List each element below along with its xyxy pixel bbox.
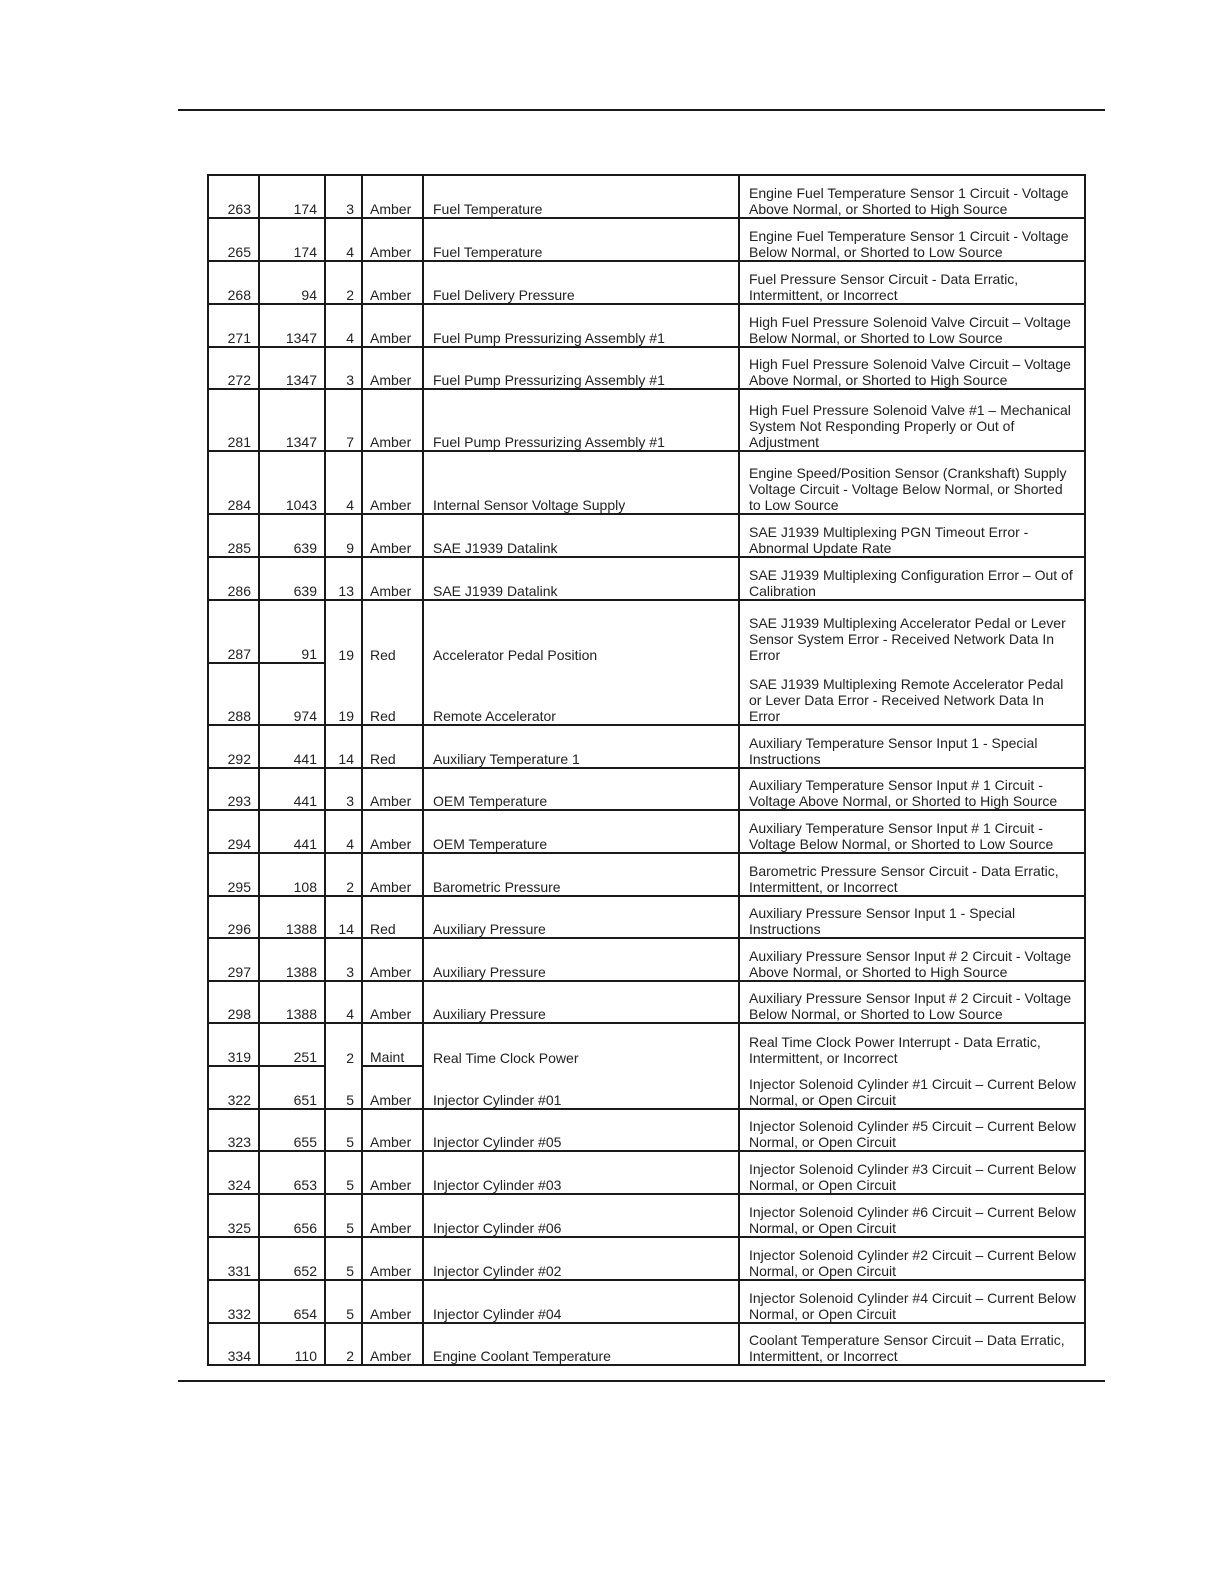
component-name: Fuel Temperature: [423, 218, 739, 261]
lamp-color: Amber: [362, 261, 423, 304]
component-name: Fuel Pump Pressurizing Assembly #1: [423, 347, 739, 389]
spn: 1388: [259, 981, 325, 1023]
component-name: Injector Cylinder #06: [423, 1194, 739, 1237]
fault-description: Auxiliary Temperature Sensor Input # 1 Circuit - Voltage Above Normal, or Shorted to High Source: [739, 768, 1085, 810]
spn: 639: [259, 557, 325, 600]
fmi: 2: [325, 261, 362, 304]
spn: 174: [259, 218, 325, 261]
lamp-color: Amber: [362, 514, 423, 557]
fault-code: 325: [208, 1194, 259, 1237]
component-name: Auxiliary Pressure: [423, 981, 739, 1023]
fault-code: 297: [208, 938, 259, 981]
lamp-color: Red: [362, 663, 423, 725]
spn: 441: [259, 725, 325, 768]
fault-code: 285: [208, 514, 259, 557]
fmi: 4: [325, 981, 362, 1023]
fault-description: Barometric Pressure Sensor Circuit - Data Erratic, Intermittent, or Incorrect: [739, 853, 1085, 896]
lamp-color: Amber: [362, 1151, 423, 1194]
table-row: [208, 347, 1085, 389]
table-row: [208, 810, 1085, 853]
fault-description: Fuel Pressure Sensor Circuit - Data Erratic, Intermittent, or Incorrect: [739, 261, 1085, 304]
fmi: 5: [325, 1194, 362, 1237]
table-row: [208, 768, 1085, 810]
component-name: OEM Temperature: [423, 810, 739, 853]
fault-code: 284: [208, 451, 259, 514]
lamp-color: Amber: [362, 218, 423, 261]
fault-description: Auxiliary Pressure Sensor Input # 2 Circuit - Voltage Above Normal, or Shorted to High Source: [739, 938, 1085, 981]
fault-code-table: [207, 174, 1086, 1366]
spn: 91: [259, 600, 325, 663]
fmi: 3: [325, 768, 362, 810]
fmi: 7: [325, 389, 362, 451]
fault-description: Injector Solenoid Cylinder #6 Circuit – Current Below Normal, or Open Circuit: [739, 1194, 1085, 1237]
fmi: 9: [325, 514, 362, 557]
fault-code: 295: [208, 853, 259, 896]
fault-description: Coolant Temperature Sensor Circuit – Data Erratic, Intermittent, or Incorrect: [739, 1323, 1085, 1365]
fault-description: SAE J1939 Multiplexing PGN Timeout Error - Abnormal Update Rate: [739, 514, 1085, 557]
table-row: [208, 1066, 1085, 1109]
fault-description: Injector Solenoid Cylinder #3 Circuit – Current Below Normal, or Open Circuit: [739, 1151, 1085, 1194]
fault-description: High Fuel Pressure Solenoid Valve #1 – Mechanical System Not Responding Properly or Out of Adjustment: [739, 389, 1085, 451]
fault-description: Engine Fuel Temperature Sensor 1 Circuit - Voltage Above Normal, or Shorted to High Source: [739, 175, 1085, 218]
lamp-color: Amber: [362, 1280, 423, 1323]
spn: 654: [259, 1280, 325, 1323]
footer-rule: [178, 1380, 1105, 1382]
fault-code: 271: [208, 304, 259, 347]
lamp-color: Amber: [362, 768, 423, 810]
spn: 656: [259, 1194, 325, 1237]
fmi: 19: [325, 600, 362, 663]
fmi: 3: [325, 347, 362, 389]
fault-code: 288: [208, 663, 259, 725]
component-name: Injector Cylinder #03: [423, 1151, 739, 1194]
fmi: 4: [325, 810, 362, 853]
component-name: Internal Sensor Voltage Supply: [423, 451, 739, 514]
fault-code: 331: [208, 1237, 259, 1280]
lamp-color: Amber: [362, 981, 423, 1023]
component-name: Auxiliary Pressure: [423, 938, 739, 981]
table-row: [208, 853, 1085, 896]
component-name: Barometric Pressure: [423, 853, 739, 896]
table-row: [208, 1280, 1085, 1323]
component-name: SAE J1939 Datalink: [423, 514, 739, 557]
fmi: 13: [325, 557, 362, 600]
spn: 1043: [259, 451, 325, 514]
fault-code: 265: [208, 218, 259, 261]
lamp-color: Red: [362, 896, 423, 938]
table-row: [208, 981, 1085, 1023]
fault-description: Engine Fuel Temperature Sensor 1 Circuit - Voltage Below Normal, or Shorted to Low Source: [739, 218, 1085, 261]
fmi: 2: [325, 853, 362, 896]
fault-code: 287: [208, 600, 259, 663]
spn: 108: [259, 853, 325, 896]
spn: 655: [259, 1109, 325, 1151]
table-row: [208, 304, 1085, 347]
spn: 1347: [259, 304, 325, 347]
component-name: Injector Cylinder #02: [423, 1237, 739, 1280]
spn: 1388: [259, 896, 325, 938]
fault-code: 272: [208, 347, 259, 389]
lamp-color: Amber: [362, 1323, 423, 1365]
component-name: Auxiliary Pressure: [423, 896, 739, 938]
table-row: [208, 557, 1085, 600]
fmi: 5: [325, 1280, 362, 1323]
fault-code-table-body: [208, 175, 1085, 1365]
spn: 653: [259, 1151, 325, 1194]
lamp-color: Amber: [362, 1237, 423, 1280]
fault-code: 323: [208, 1109, 259, 1151]
table-row: [208, 663, 1085, 725]
spn: 1347: [259, 347, 325, 389]
spn: 651: [259, 1066, 325, 1109]
fault-code: 286: [208, 557, 259, 600]
component-name: Remote Accelerator: [423, 663, 739, 725]
fault-code: 334: [208, 1323, 259, 1365]
lamp-color: Amber: [362, 557, 423, 600]
fault-code: 322: [208, 1066, 259, 1109]
spn: 94: [259, 261, 325, 304]
fault-code: 268: [208, 261, 259, 304]
component-name: Fuel Delivery Pressure: [423, 261, 739, 304]
lamp-color: Red: [362, 600, 423, 663]
spn: 174: [259, 175, 325, 218]
fmi: 5: [325, 1066, 362, 1109]
lamp-color: Amber: [362, 853, 423, 896]
fmi: 5: [325, 1237, 362, 1280]
component-name: Real Time Clock Power: [423, 1023, 739, 1066]
table-row: [208, 1323, 1085, 1365]
lamp-color: Amber: [362, 1194, 423, 1237]
fault-description: Auxiliary Temperature Sensor Input 1 - Special Instructions: [739, 725, 1085, 768]
fault-description: High Fuel Pressure Solenoid Valve Circuit – Voltage Above Normal, or Shorted to High Source: [739, 347, 1085, 389]
component-name: Fuel Temperature: [423, 175, 739, 218]
fault-description: High Fuel Pressure Solenoid Valve Circuit – Voltage Below Normal, or Shorted to Low Source: [739, 304, 1085, 347]
spn: 652: [259, 1237, 325, 1280]
spn: 441: [259, 810, 325, 853]
table-row: [208, 1151, 1085, 1194]
fault-code: 296: [208, 896, 259, 938]
table-row: [208, 1194, 1085, 1237]
table-row: [208, 600, 1085, 663]
component-name: Fuel Pump Pressurizing Assembly #1: [423, 389, 739, 451]
table-row: [208, 725, 1085, 768]
table-row: [208, 261, 1085, 304]
table-row: [208, 451, 1085, 514]
lamp-color: Red: [362, 725, 423, 768]
fault-description: Injector Solenoid Cylinder #5 Circuit – Current Below Normal, or Open Circuit: [739, 1109, 1085, 1151]
component-name: Accelerator Pedal Position: [423, 600, 739, 663]
fault-code: 263: [208, 175, 259, 218]
lamp-color: Maint: [362, 1023, 423, 1066]
fault-description: Engine Speed/Position Sensor (Crankshaft) Supply Voltage Circuit - Voltage Below Normal, or Shorted to Low Source: [739, 451, 1085, 514]
lamp-color: Amber: [362, 810, 423, 853]
fmi: 14: [325, 896, 362, 938]
fmi: 5: [325, 1109, 362, 1151]
component-name: SAE J1939 Datalink: [423, 557, 739, 600]
fault-description: SAE J1939 Multiplexing Remote Accelerator Pedal or Lever Data Error - Received Network Data In Error: [739, 663, 1085, 725]
component-name: Fuel Pump Pressurizing Assembly #1: [423, 304, 739, 347]
fault-code: 293: [208, 768, 259, 810]
fmi: 4: [325, 218, 362, 261]
fault-description: Auxiliary Pressure Sensor Input 1 - Special Instructions: [739, 896, 1085, 938]
fault-description: SAE J1939 Multiplexing Accelerator Pedal or Lever Sensor System Error - Received Network Data In Error: [739, 600, 1085, 663]
fault-code: 294: [208, 810, 259, 853]
fault-code: 319: [208, 1023, 259, 1066]
fault-description: Injector Solenoid Cylinder #2 Circuit – Current Below Normal, or Open Circuit: [739, 1237, 1085, 1280]
fmi: 2: [325, 1323, 362, 1365]
table-row: [208, 938, 1085, 981]
fault-description: Real Time Clock Power Interrupt - Data Erratic, Intermittent, or Incorrect: [739, 1023, 1085, 1066]
table-row: [208, 175, 1085, 218]
component-name: Injector Cylinder #01: [423, 1066, 739, 1109]
component-name: Engine Coolant Temperature: [423, 1323, 739, 1365]
fault-code: 292: [208, 725, 259, 768]
lamp-color: Amber: [362, 1109, 423, 1151]
lamp-color: Amber: [362, 175, 423, 218]
fault-code: 281: [208, 389, 259, 451]
fmi: 5: [325, 1151, 362, 1194]
spn: 251: [259, 1023, 325, 1066]
table-row: [208, 1109, 1085, 1151]
component-name: Injector Cylinder #05: [423, 1109, 739, 1151]
spn: 110: [259, 1323, 325, 1365]
lamp-color: Amber: [362, 304, 423, 347]
table-row: [208, 514, 1085, 557]
lamp-color: Amber: [362, 347, 423, 389]
fmi: 4: [325, 451, 362, 514]
lamp-color: Amber: [362, 938, 423, 981]
fault-description: Auxiliary Pressure Sensor Input # 2 Circuit - Voltage Below Normal, or Shorted to Low Source: [739, 981, 1085, 1023]
component-name: Injector Cylinder #04: [423, 1280, 739, 1323]
table-row: [208, 896, 1085, 938]
fault-code: 332: [208, 1280, 259, 1323]
spn: 1388: [259, 938, 325, 981]
table-row: [208, 389, 1085, 451]
spn: 441: [259, 768, 325, 810]
fault-code: 324: [208, 1151, 259, 1194]
fmi: 19: [325, 663, 362, 725]
fmi: 3: [325, 938, 362, 981]
header-rule: [178, 109, 1105, 111]
fault-description: Injector Solenoid Cylinder #4 Circuit – Current Below Normal, or Open Circuit: [739, 1280, 1085, 1323]
fault-description: Injector Solenoid Cylinder #1 Circuit – Current Below Normal, or Open Circuit: [739, 1066, 1085, 1109]
fmi: 2: [325, 1023, 362, 1066]
spn: 639: [259, 514, 325, 557]
table-row: [208, 1023, 1085, 1066]
component-name: Auxiliary Temperature 1: [423, 725, 739, 768]
spn: 1347: [259, 389, 325, 451]
lamp-color: Amber: [362, 451, 423, 514]
lamp-color: Amber: [362, 1066, 423, 1109]
fault-code: 298: [208, 981, 259, 1023]
fmi: 4: [325, 304, 362, 347]
table-row: [208, 218, 1085, 261]
table-row: [208, 1237, 1085, 1280]
lamp-color: Amber: [362, 389, 423, 451]
fmi: 3: [325, 175, 362, 218]
spn: 974: [259, 663, 325, 725]
fault-description: Auxiliary Temperature Sensor Input # 1 Circuit - Voltage Below Normal, or Shorted to Low Source: [739, 810, 1085, 853]
fault-description: SAE J1939 Multiplexing Configuration Error – Out of Calibration: [739, 557, 1085, 600]
fmi: 14: [325, 725, 362, 768]
component-name: OEM Temperature: [423, 768, 739, 810]
